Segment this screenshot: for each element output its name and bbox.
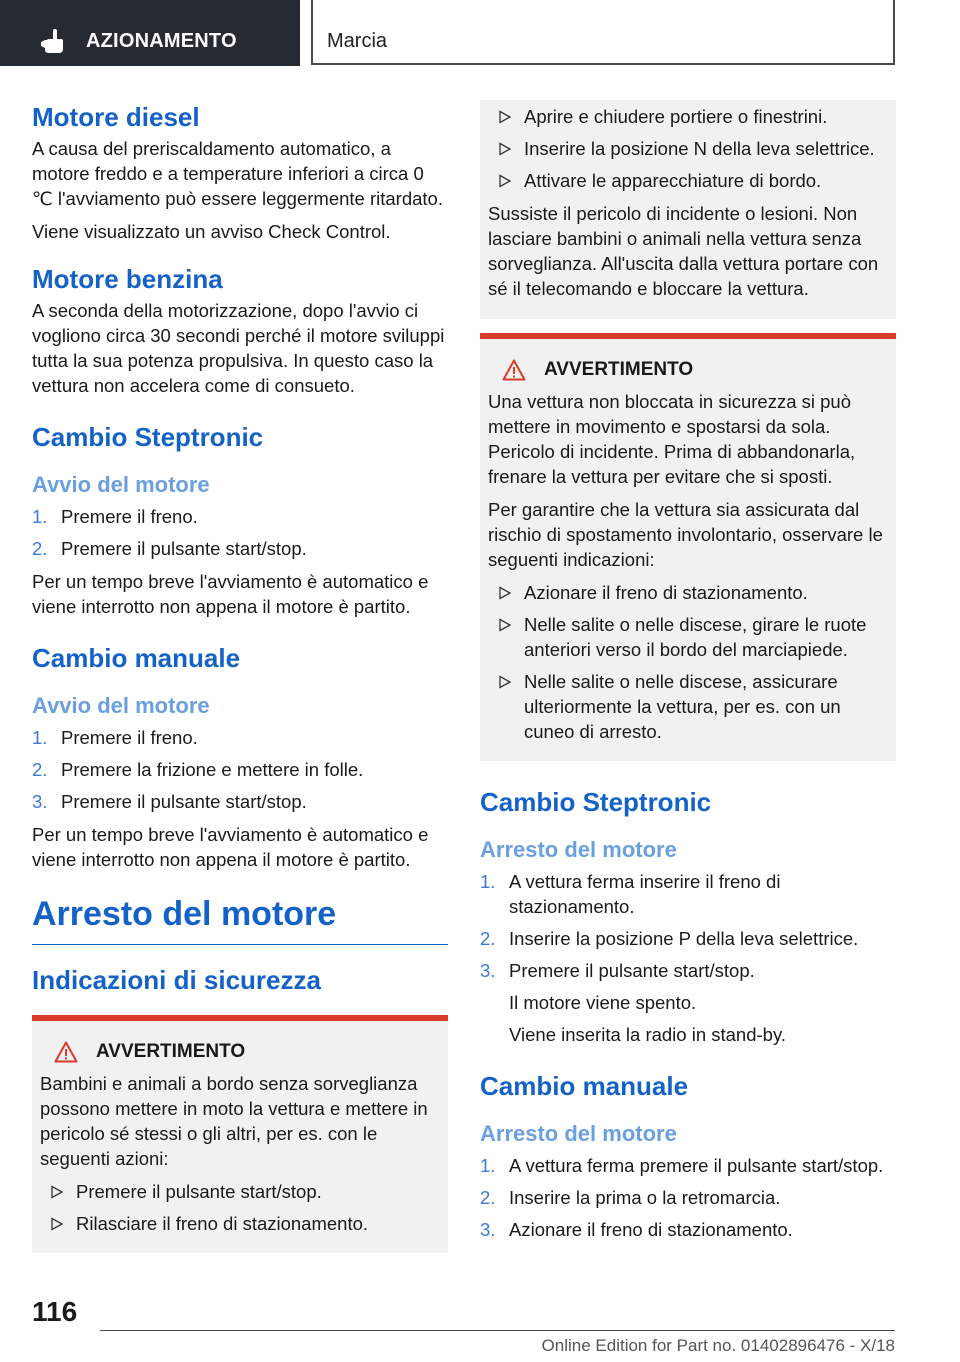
warning-header	[40, 1039, 440, 1065]
edition-note: Online Edition for Part no. 01402896476 - X/18	[541, 1336, 895, 1355]
warning-box	[32, 1015, 448, 1253]
steptronic-steps	[480, 869, 896, 983]
list-item: Azionare il freno di stazionamento.	[488, 580, 888, 605]
warning-box	[480, 333, 896, 761]
step-result-text: Viene inserita la radio in stand-by.	[509, 1024, 786, 1045]
list-item: Nelle salite o nelle discese, assicurare ulteriormente la vettura, per es. con un cuneo di arresto.	[488, 669, 888, 744]
manuale-steps	[32, 725, 448, 814]
list-item: 1. Premere il freno.	[32, 727, 198, 748]
chapter-title: AZIONAMENTO	[86, 30, 237, 52]
steptronic-subheading: Avvio del motore	[32, 472, 210, 497]
left-column	[32, 100, 448, 1253]
section-title: Marcia	[327, 30, 388, 52]
page-number: 116	[32, 1296, 78, 1327]
steptronic-subheading: Arresto del motore	[480, 837, 677, 862]
steptronic-steps	[32, 504, 448, 561]
warning-continuation-box	[480, 100, 896, 319]
list-item: 2. Premere la frizione e mettere in folle.	[32, 759, 364, 780]
hand-icon	[40, 28, 66, 54]
warning-label: AVVERTIMENTO	[544, 359, 694, 380]
list-item: 1. A vettura ferma premere il pulsante start/stop.	[480, 1155, 884, 1176]
list-item: Inserire la posizione N della leva selettrice.	[488, 136, 888, 161]
warning-text: Una vettura non bloccata in sicurezza si può mettere in movimento e spostarsi da sola. Pericolo di incidente. Prima di abbandonarla, frenare la vettura per evitare che si sposti.	[488, 391, 856, 487]
warning-continuation-text: Sussiste il pericolo di incidente o lesioni. Non lasciare bambini o animali nella vettura senza sorveglianza. All'uscita dalla vettura portare con sé il telecomando e bloccare la vettura.	[488, 203, 879, 299]
list-item: 3. Azionare il freno di stazionamento.	[480, 1219, 793, 1240]
triangle-bullet-icon	[498, 110, 512, 124]
triangle-bullet-icon	[498, 142, 512, 156]
list-item: Aprire e chiudere portiere o finestrini.	[488, 104, 888, 129]
list-item: Rilasciare il freno di stazionamento.	[40, 1211, 440, 1236]
chapter-tab	[0, 0, 300, 66]
steptronic-heading: Cambio Steptronic	[480, 787, 712, 817]
benzina-text: A seconda della motorizzazione, dopo l'avvio ci vogliono circa 30 secondi perché il motore sviluppi tutta la sua potenza propulsiva. In questo caso la vettura non accelera come di consueto.	[32, 300, 445, 396]
manuale-subheading: Arresto del motore	[480, 1121, 677, 1146]
list-item: 3. Premere il pulsante start/stop.	[480, 960, 755, 981]
steptronic-heading: Cambio Steptronic	[32, 422, 264, 452]
list-item: 1. A vettura ferma inserire il freno di stazionamento.	[480, 871, 781, 917]
triangle-bullet-icon	[498, 586, 512, 600]
warning-continuation-list	[488, 104, 888, 193]
triangle-bullet-icon	[498, 675, 512, 689]
list-item: 1. Premere il freno.	[32, 506, 198, 527]
triangle-bullet-icon	[498, 618, 512, 632]
manuale-heading: Cambio manuale	[480, 1071, 689, 1101]
section-header	[311, 0, 895, 65]
warning-list	[40, 1179, 440, 1236]
list-item: 2. Inserire la prima o la retromarcia.	[480, 1187, 781, 1208]
list-item: Attivare le apparecchiature di bordo.	[488, 168, 888, 193]
warning-list	[488, 580, 888, 744]
warning-label: AVVERTIMENTO	[96, 1041, 246, 1062]
steptronic-text: Per un tempo breve l'avviamento è automatico e viene interrotto non appena il motore è partito.	[32, 571, 429, 617]
triangle-bullet-icon	[498, 174, 512, 188]
manuale-text: Per un tempo breve l'avviamento è automatico e viene interrotto non appena il motore è partito.	[32, 824, 429, 870]
footer-divider	[100, 1330, 895, 1331]
benzina-heading: Motore benzina	[32, 264, 223, 294]
sicurezza-heading: Indicazioni di sicurezza	[32, 965, 321, 995]
triangle-bullet-icon	[50, 1185, 64, 1199]
arresto-heading: Arresto del motore	[32, 892, 448, 945]
diesel-heading: Motore diesel	[32, 102, 200, 132]
step-result-text: Il motore viene spento.	[509, 992, 697, 1013]
list-item: 3. Premere il pulsante start/stop.	[32, 791, 307, 812]
diesel-text-2: Viene visualizzato un avviso Check Control.	[32, 221, 391, 242]
triangle-bullet-icon	[50, 1217, 64, 1231]
manuale-heading: Cambio manuale	[32, 643, 241, 673]
diesel-text: A causa del preriscaldamento automatico, a motore freddo e a temperature inferiori a circa 0 ℃ l'avviamento può essere leggermente ritardato.	[32, 138, 443, 209]
list-item: 2. Premere il pulsante start/stop.	[32, 538, 307, 559]
warning-text: Bambini e animali a bordo senza sorveglianza possono mettere in moto la vettura e mettere in pericolo sé stessi o gli altri, per es. con le seguenti azioni:	[40, 1073, 428, 1169]
warning-text-2: Per garantire che la vettura sia assicurata dal rischio di spostamento involontario, osservare le seguenti indicazioni:	[488, 499, 883, 570]
warning-header	[488, 357, 888, 383]
right-column	[480, 100, 896, 1250]
list-item: Nelle salite o nelle discese, girare le ruote anteriori verso il bordo del marciapiede.	[488, 612, 888, 662]
warning-triangle-icon	[502, 359, 526, 381]
warning-triangle-icon	[54, 1041, 78, 1063]
list-item: Premere il pulsante start/stop.	[40, 1179, 440, 1204]
manuale-subheading: Avvio del motore	[32, 693, 210, 718]
manuale-steps	[480, 1153, 896, 1242]
list-item: 2. Inserire la posizione P della leva selettrice.	[480, 928, 859, 949]
